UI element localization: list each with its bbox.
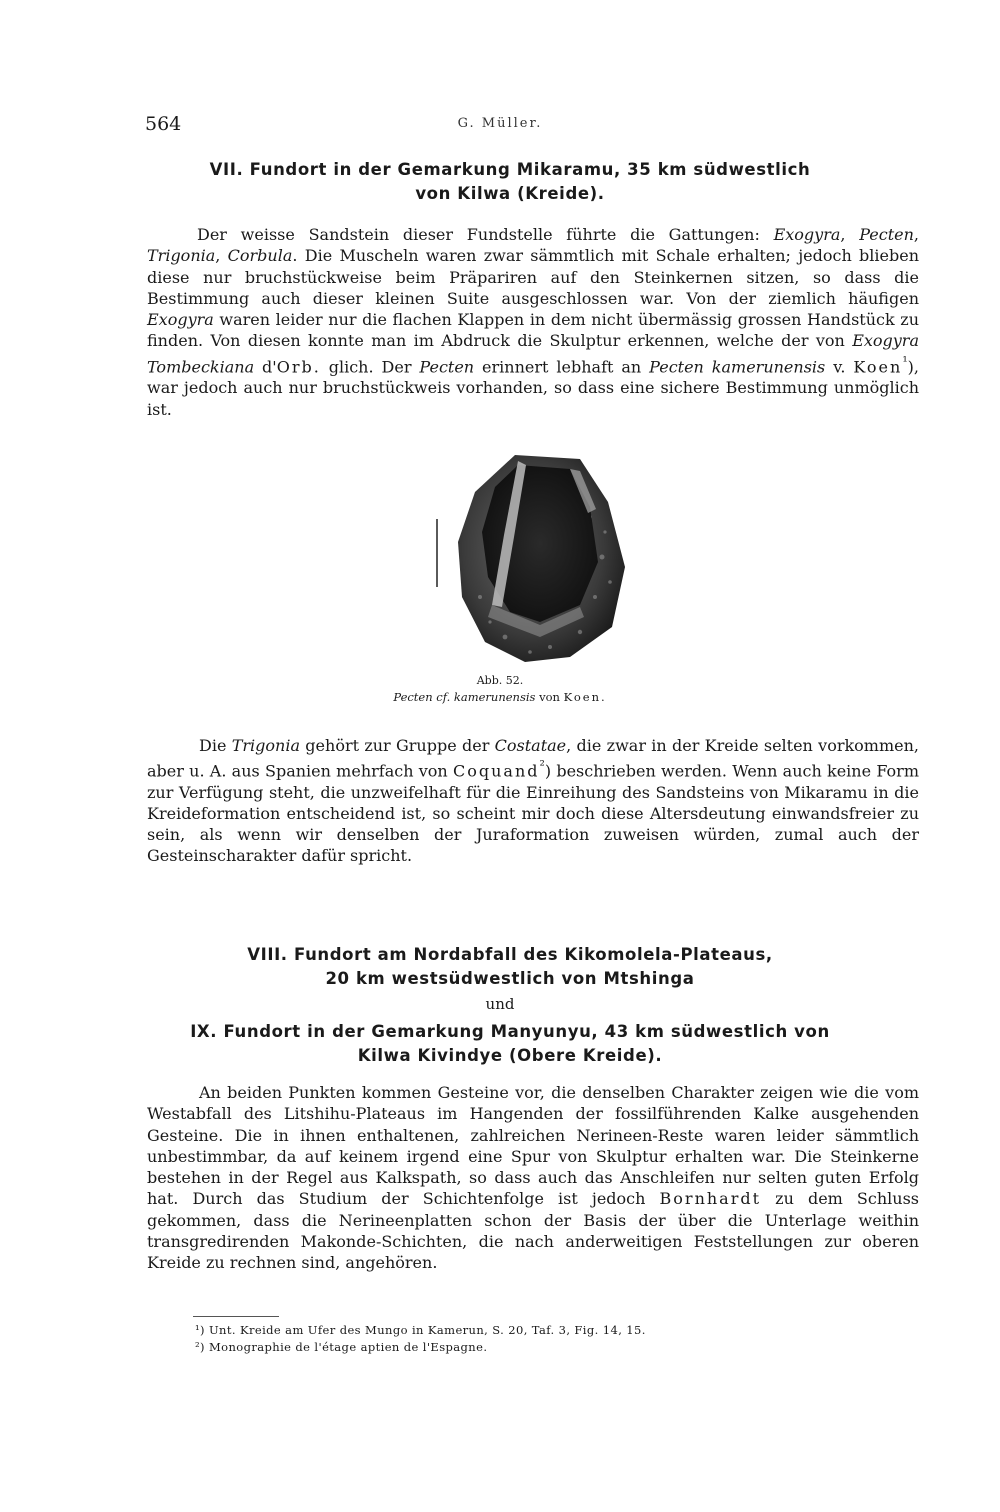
genus-name: Corbula (227, 246, 293, 266)
section-7-paragraph-2: Die Trigonia gehört zur Gruppe der Costatae, die zwar in der Kreide selten vorkommen, aber u. A. aus Spanien mehrfach von Coquand$^{^2}$) beschrieben werden. Wenn auch keine Form zur Verfügung steht, die unzweifelhaft für die Einreihung des Sandsteins von Mikaramu in die Kreideformation entscheidend ist, so scheint mir doch diese Altersdeutung einwandsfreier zu sein, als wenn wir denselben der Juraformation zuweisen würden, zumal auch der Gesteinscharakter dafür spricht. (147, 736, 920, 866)
pecten-fossil-image (430, 447, 630, 672)
section-7-heading-line2: von Kilwa (Kreide). (415, 184, 605, 203)
genus-name: Pecten (419, 357, 475, 377)
author-name: Koen (853, 357, 903, 377)
species-name: Exogyra Tombeckiana (147, 331, 919, 377)
page-number: 564 (145, 113, 182, 135)
group-name: Costatae (494, 736, 567, 755)
author-name: Bornhardt (659, 1189, 762, 1209)
author-name: Orb. (276, 357, 321, 377)
section-7-heading-line1: VII. Fundort in der Gemarkung Mikaramu, 35 km südwestlich (209, 160, 811, 179)
footnote-mark: ¹ (902, 354, 908, 370)
species-name: Pecten kamerunensis (649, 357, 826, 377)
figure-number: Abb. 52. (476, 674, 524, 687)
section-7-heading (150, 158, 870, 206)
author-name: Coquand (452, 761, 540, 781)
section-9-heading (150, 1020, 870, 1068)
section-7-paragraph: Der weisse Sandstein dieser Fundstelle führte die Gattungen: Exogyra, Pecten, Trigonia, Corbula. Die Muscheln waren zwar sämmtlich mit Schale erhalten; jedoch blieben diese nur bruchstückweise beim Präpariren auf den Steinkernen sitzen, so dass die Bestimmung auch dieser kleinen Suite ausgeschlossen war. Von der ziemlich häufigen Exogyra waren leider nur die flachen Klappen in dem nicht übermässig grossen Handstück zu finden. Von diesen konnte man im Abdruck die Skulptur erkennen, welche der von Exogyra Tombeckiana d'Orb. glich. Der Pecten erinnert lebhaft an Pecten kamerunensis v. Koen$^{^1}$), war jedoch auch nur bruchstückweis vorhanden, so dass eine sichere Bestimmung unmöglich ist. (147, 225, 920, 419)
genus-name: Exogyra (773, 225, 841, 244)
section-9-heading-line2: Kilwa Kivindye (Obere Kreide). (357, 1046, 663, 1065)
section-8-heading (150, 943, 870, 991)
footnote-2: ²) Monographie de l'étage aptien de l'Espagne. (195, 1340, 488, 1354)
und-connector: und (485, 995, 515, 1013)
section-8-heading-line2: 20 km westsüdwestlich von Mtshinga (325, 969, 695, 988)
footnote-1: ¹) Unt. Kreide am Ufer des Mungo in Kamerun, S. 20, Taf. 3, Fig. 14, 15. (195, 1323, 646, 1337)
footnote-rule (193, 1316, 279, 1317)
genus-name: Exogyra (147, 310, 214, 330)
section-9-paragraph: An beiden Punkten kommen Gesteine vor, die denselben Charakter zeigen wie die vom Westabfall des Litshihu-Plateaus im Hangenden der fossilführenden Kalke ausgehenden Gesteine. Die in ihnen enthaltenen, zahlreichen Nerineen-Reste waren leider sämmtlich unbestimmbar, da auf keinem irgend eine Spur von Skulptur erhalten war. Die Steinkerne bestehen in der Regel aus Kalkspath, so dass auch das Anschleifen nur selten guten Erfolg hat. Durch das Studium der Schichtenfolge ist jedoch Bornhardt zu dem Schluss gekommen, dass die Nerineenplatten schon der Basis der über die Unterlage weithin transgredirenden Makonde-Schichten, die nach anderweitigen Feststellungen zur oberen Kreide zu rechnen sind, angehören. (147, 1083, 920, 1273)
running-head: G. Müller. (457, 116, 543, 131)
section-9-heading-line1: IX. Fundort in der Gemarkung Manyunyu, 43 km südwestlich von (190, 1022, 830, 1041)
figure-caption: Pecten cf. kamerunensis von Koen. (393, 690, 607, 704)
footnote-mark: ² (539, 759, 545, 775)
genus-name: Pecten (859, 225, 914, 244)
section-8-heading-line1: VIII. Fundort am Nordabfall des Kikomolela-Plateaus, (247, 945, 773, 964)
fossil-illustration (430, 447, 630, 672)
genus-name: Trigonia (147, 246, 216, 266)
genus-name: Trigonia (231, 736, 300, 755)
